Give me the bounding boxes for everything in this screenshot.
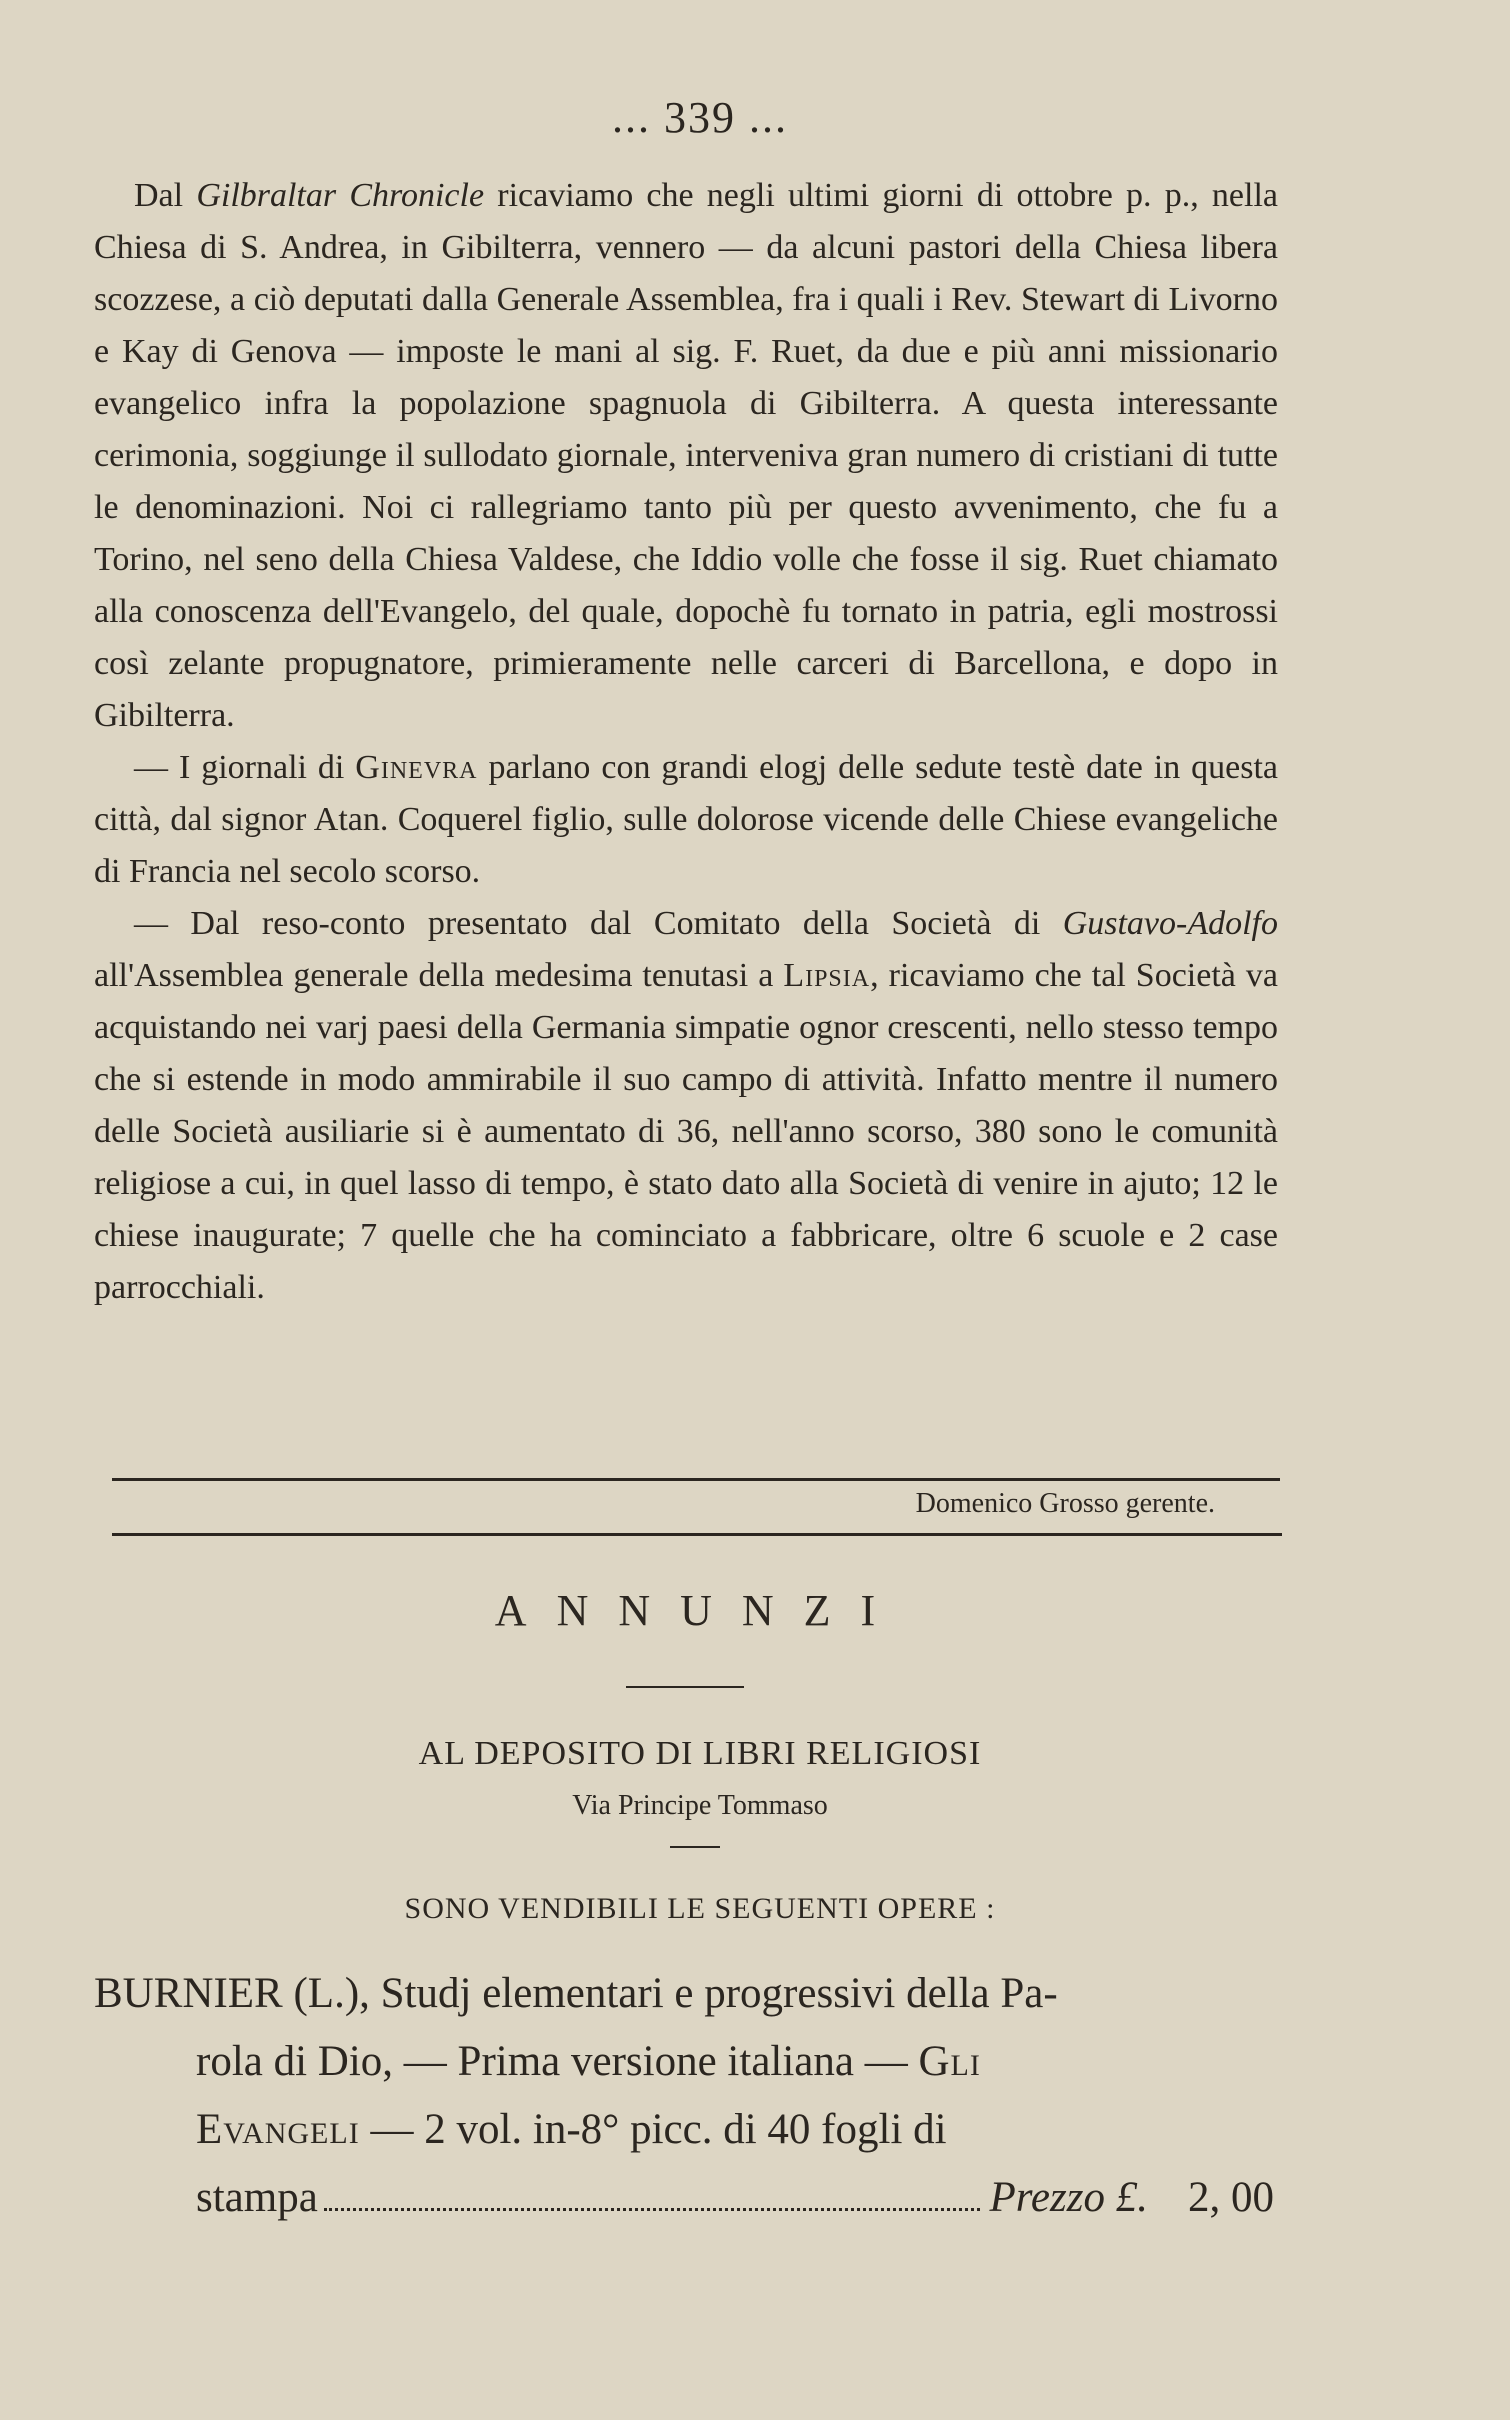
vendibili-heading: SONO VENDIBILI LE SEGUENTI OPERE : <box>404 1892 996 1925</box>
book-line-text: stampa <box>196 2174 318 2221</box>
p1-text-after: ricaviamo che negli ultimi giorni di ottobre p. p., nella Chiesa di S. Andrea, in Gibilterra, vennero — da alcuni pastori della Chiesa libera scozzese, a ciò deputati dalla Generale Assemblea, fra i quali i Rev. Stewart di Livorno e Kay di Genova — imposte le mani al sig. F. Ruet, da due e più anni missionario evangelico infra la popolazione spagnuola di Gibilterra. A questa interessante cerimonia, soggiunge il sullodato giornale, interveniva gran numero di cristiani di tutte le denominazioni. Noi ci rallegriamo tanto più per questo avvenimento, che fu a Torino, nel seno della Chiesa Valdese, che Iddio volle che fosse il sig. Ruet chiamato alla conoscenza dell'Evangelo, del quale, dopochè fu tornato in patria, egli mostrossi così zelante propugnatore, primieramente nelle carceri di Barcellona, e dopo in Gibilterra. <box>94 177 1279 734</box>
annunzi-heading: ANNUNZI <box>494 1586 906 1635</box>
p3-text-after: , ricaviamo che tal Società va acquistando nei varj paesi della Germania simpatie ognor crescenti, nello stesso tempo che si estende in modo ammirabile il suo campo di attività. Infatto mentre il numero delle Società ausiliarie si è aumentato di 36, nell'anno scorso, 380 sono le comunità religiose a cui, in quel lasso di tempo, è stato dato alla Società di venire in ajuto; 12 le chiese inaugurate; 7 quelle che ha cominciato a fabbricare, oltre 6 scuole e 2 case parrocchiali. <box>94 957 1278 1306</box>
p3-text-middle: all'Assemblea generale della medesima tenutasi a <box>94 957 784 994</box>
divider-bottom <box>112 1533 1282 1536</box>
short-divider <box>670 1846 720 1848</box>
society-name: Gustavo-Adolfo <box>1062 905 1278 942</box>
city-lipsia: Lipsia <box>783 957 871 994</box>
short-divider <box>626 1686 744 1688</box>
p2-text-after: parlano con grandi elogj delle sedute testè date in questa città, dal signor Atan. Coquerel figlio, sulle dolorose vicende delle Chiese evangeliche di Francia nel secolo scorso. <box>94 749 1278 890</box>
book-line: BURNIER (L.), Studj elementari e progressivi della Pa- <box>94 1970 1058 2017</box>
p2-text-before: — I giornali di <box>134 749 356 786</box>
signature-gerente: Domenico Grosso gerente. <box>915 1488 1215 1519</box>
book-line-smallcaps: Evangeli <box>196 2106 360 2153</box>
book-line-smallcaps: Gli <box>918 2038 981 2085</box>
p3-text-before: — Dal reso-conto presentato dal Comitato della Società di <box>134 905 1063 942</box>
book-listing <box>94 1960 1274 2232</box>
book-line-text: — 2 vol. in-8° picc. di 40 fogli di <box>359 2106 947 2153</box>
page-number: ... 339 ... <box>612 93 788 142</box>
address-line: Via Principe Tommaso <box>572 1790 828 1821</box>
paragraph-ginevra <box>94 742 1278 898</box>
p1-text-before: Dal <box>134 177 197 214</box>
dot-leader <box>324 2208 980 2211</box>
newspaper-title: Gilbraltar Chronicle <box>196 177 485 214</box>
book-line <box>196 2028 1274 2096</box>
city-ginevra: Ginevra <box>355 749 478 786</box>
book-line <box>196 2096 1274 2164</box>
price-value: 2, 00 <box>1188 2174 1274 2221</box>
price-line <box>196 2164 1274 2232</box>
book-line-text: rola di Dio, — Prima versione italiana — <box>196 2038 919 2085</box>
news-body <box>94 170 1278 1314</box>
paragraph-gibilterra <box>94 170 1278 742</box>
divider-top <box>112 1478 1280 1481</box>
paragraph-gustavo-adolfo <box>94 898 1278 1314</box>
deposito-heading: AL DEPOSITO DI LIBRI RELIGIOSI <box>418 1735 982 1772</box>
price-label: Prezzo £. <box>989 2174 1148 2221</box>
